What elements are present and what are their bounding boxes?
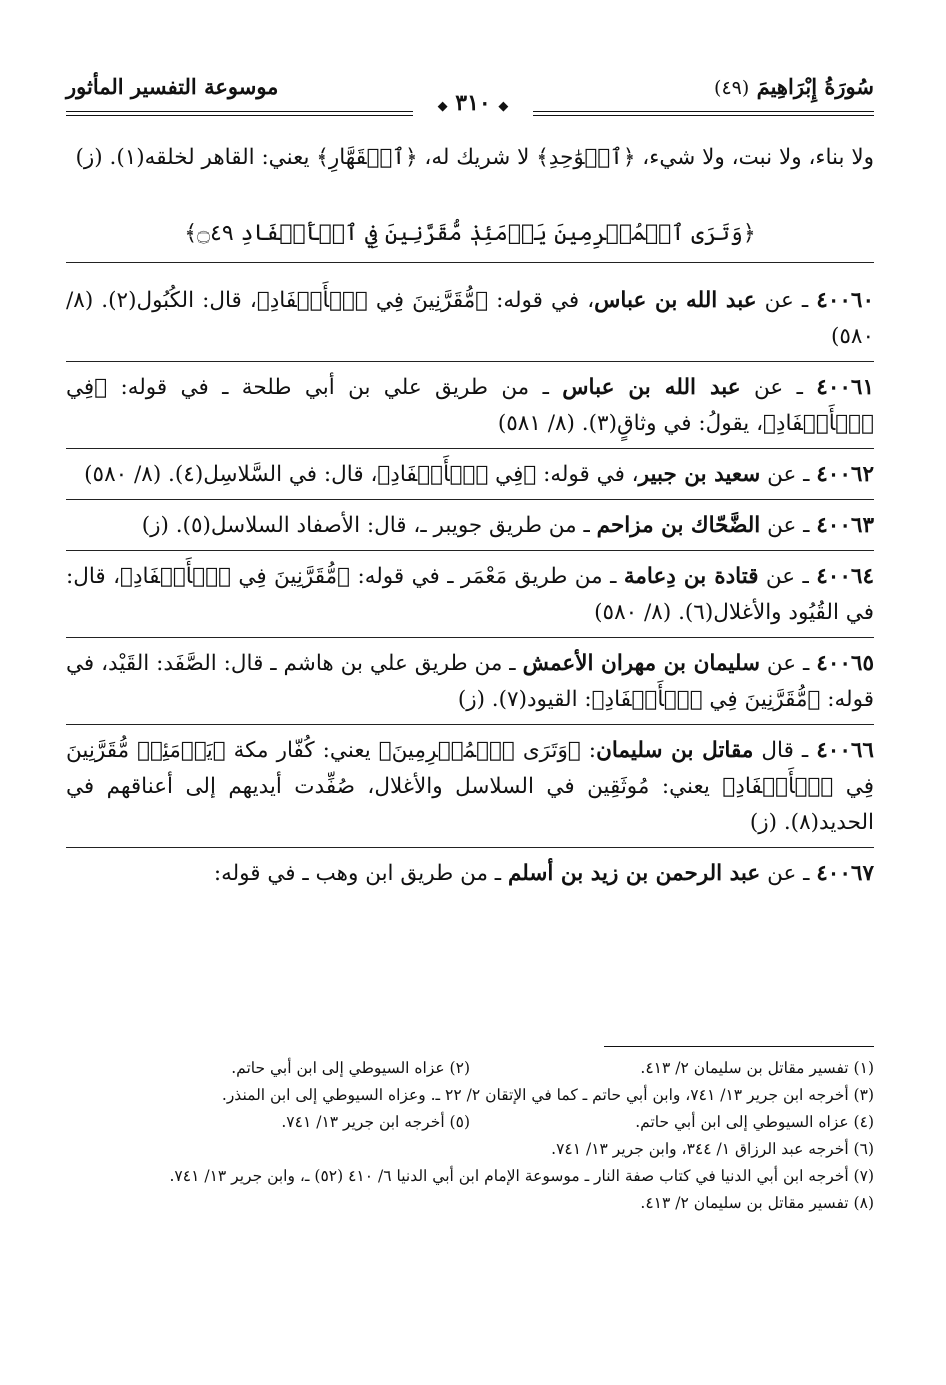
entry [66, 733, 874, 848]
footnote-row [66, 1109, 874, 1136]
main-text [66, 140, 874, 906]
entry-number: ٤٠٠٦٥ [816, 651, 875, 676]
ornament-icon: ◆ [498, 99, 509, 114]
entry-text: ـ من طريق علي بن هاشم ـ قال: الصَّفَد: القَيْد، في قوله: ﴿مُّقَرَّنِينَ فِي ٱلۡأَصۡفَادِ﴾: القيود(٧). (ز) [66, 651, 874, 712]
entry-text: : ﴿وَتَرَى ٱلۡمُجۡرِمِينَ﴾ يعني: كُفّار مكة ﴿يَوۡمَئِذٖ مُّقَرَّنِينَ فِي ٱلۡأَصۡفَادِ﴾ يعني: مُوثَقِين في السلاسل والأغلال، صُفِّدت أيديهم إلى أعناقهم في الحديد(٨). (ز) [66, 738, 874, 835]
entry-number: ٤٠٠٦٠ [816, 288, 875, 313]
entry-number: ٤٠٠٦٦ [816, 738, 874, 763]
entry-number: ٤٠٠٦٧ [816, 861, 874, 886]
entry-prefix: ـ عن [766, 651, 810, 676]
surah-number: (٤٩) [714, 77, 750, 99]
footnote: (٥) أخرجه ابن جرير ١٣/ ٧٤١. [281, 1113, 470, 1131]
entry [66, 457, 874, 500]
entry-prefix: ـ عن [765, 564, 809, 589]
footnote: (٢) عزاه السيوطي إلى ابن أبي حاتم. [231, 1059, 470, 1077]
entry-prefix: ـ عن [767, 861, 810, 886]
entry-text: ، في قوله: ﴿مُّقَرَّنِينَ فِي ٱلۡأَصۡفَادِ﴾، قال: الكُبُول(٢). (٨/ ٥٨٠) [66, 288, 874, 349]
entry-text: ـ من طريق علي بن أبي طلحة ـ في قوله: ﴿فِي ٱلۡأَصۡفَادِ﴾، يقولُ: في وثاقٍ(٣). (٨/ ٥٨١) [66, 375, 874, 436]
entry [66, 508, 874, 551]
entry-prefix: ـ عن [767, 513, 810, 538]
book-title: موسوعة التفسير المأثور [66, 74, 279, 99]
entry-number: ٤٠٠٦١ [816, 375, 875, 400]
footnote: (٣) أخرجه ابن جرير ١٣/ ٧٤١، وابن أبي حاتم ـ كما في الإتقان ٢/ ٢٢ ـ. وعزاه السيوطي إلى ابن المنذر. [221, 1086, 874, 1104]
entry [66, 370, 874, 449]
entry-number: ٤٠٠٦٢ [816, 462, 874, 487]
narrator-name: سليمان بن مهران الأعمش [522, 651, 760, 676]
verse-heading: ﴿وَتَرَى ٱلۡمُجۡرِمِينَ يَوۡمَئِذٖ مُّقَرَّنِينَ فِي ٱلۡأَصۡفَادِ ۝٤٩﴾ [66, 216, 874, 263]
entry-number: ٤٠٠٦٣ [816, 513, 874, 538]
narrator-name: عبد الله بن عباس [562, 375, 741, 400]
ornament-icon: ◆ [437, 99, 448, 114]
narrator-name: عبد الله بن عباس [594, 288, 757, 313]
surah-title: سُورَةُ إِبْرَاهِيمَ [756, 74, 874, 99]
entry [66, 283, 874, 362]
entry-prefix: ـ عن [754, 375, 803, 400]
entry-prefix: ـ عن [764, 288, 809, 313]
page-number [413, 90, 533, 116]
entry-text: ـ من طريق مَعْمَر ـ في قوله: ﴿مُّقَرَّنِينَ فِي ٱلۡأَصۡفَادِ﴾، قال: في القُيُود والأغلال(٦). (٨/ ٥٨٠) [66, 564, 874, 625]
entry-prefix: ـ عن [767, 462, 810, 487]
entry-text: ، في قوله: ﴿فِي ٱلۡأَصۡفَادِ﴾، قال: في السَّلاسِل(٤). (٨/ ٥٨٠) [84, 462, 639, 487]
footnote: (٧) أخرجه ابن أبي الدنيا في كتاب صفة النار ـ موسوعة الإمام ابن أبي الدنيا ٦/ ٤١٠ (٥٢) ـ، وابن جرير ١٣/ ٧٤١. [169, 1167, 874, 1185]
entry-text: ـ من طريق ابن وهب ـ في قوله: [213, 861, 502, 886]
entry-number: ٤٠٠٦٤ [816, 564, 874, 589]
footnote: (٨) تفسير مقاتل بن سليمان ٢/ ٤١٣. [640, 1194, 874, 1212]
entry-text: ـ من طريق جويبر ـ، قال: الأصفاد السلاسل(٥). (ز) [141, 513, 590, 538]
footnote: (٤) عزاه السيوطي إلى ابن أبي حاتم. [635, 1113, 874, 1131]
narrator-name: الضَّحّاك بن مزاحم [596, 513, 761, 538]
narrator-name: قتادة بن دِعامة [623, 564, 759, 589]
footnotes [66, 1055, 874, 1217]
entry [66, 646, 874, 725]
narrator-name: سعيد بن جبير [638, 462, 761, 487]
opening-paragraph: ولا بناء، ولا نبت، ولا شيء، ﴿ٱلۡوَٰحِدِ﴾ لا شريك له، ﴿ٱلۡقَهَّارِ﴾ يعني: القاهر لخلقه(١). (ز) [75, 145, 874, 170]
entry [66, 856, 874, 898]
footnote-rule [604, 1046, 874, 1047]
entry-prefix: ـ قال [761, 738, 809, 763]
surah-heading [714, 74, 874, 99]
entry [66, 559, 874, 638]
narrator-name: مقاتل بن سليمان [596, 738, 754, 763]
footnote: (١) تفسير مقاتل بن سليمان ٢/ ٤١٣. [640, 1059, 874, 1077]
footnote-row [66, 1055, 874, 1082]
narrator-name: عبد الرحمن بن زيد بن أسلم [507, 861, 761, 886]
footnote: (٦) أخرجه عبد الرزاق ١/ ٣٤٤، وابن جرير ١٣/ ٧٤١. [551, 1140, 874, 1158]
page-number-text: ٣١٠ [455, 90, 491, 116]
